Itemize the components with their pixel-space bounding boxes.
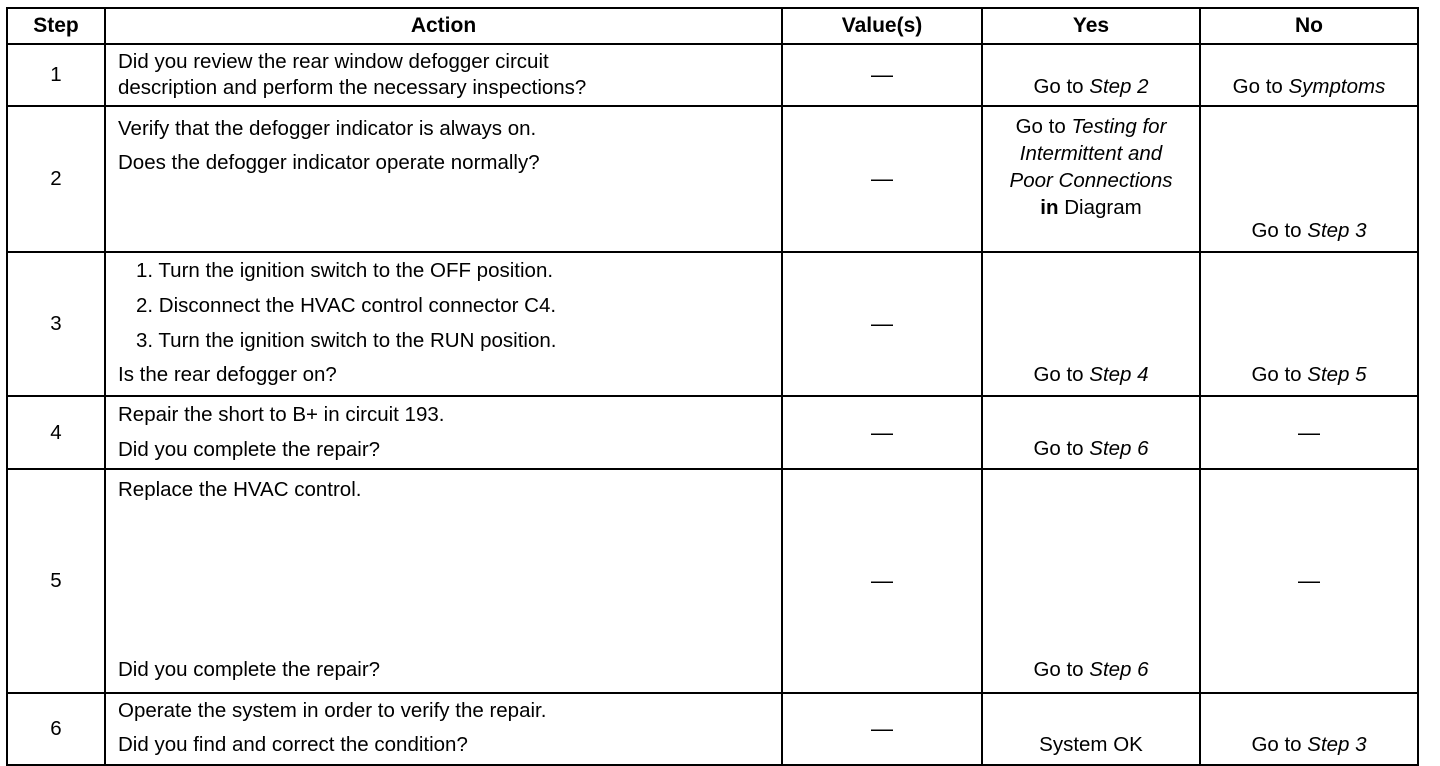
table-row <box>7 106 1418 252</box>
header-step: Step <box>7 8 105 44</box>
yes-goto-line1: Go to Testing for <box>1015 115 1167 138</box>
yes-goto-line4: in Diagram <box>1040 196 1142 219</box>
header-yes: Yes <box>982 8 1200 44</box>
no-goto: Go to Step 3 <box>1251 733 1367 756</box>
diagnostic-table <box>6 7 1419 766</box>
yes-step-link[interactable]: Step 6 <box>1089 658 1149 681</box>
no-step-link[interactable]: Step 3 <box>1307 733 1367 756</box>
no-step-link[interactable]: Step 3 <box>1307 219 1367 242</box>
value-cell: — <box>782 396 982 469</box>
no-cell <box>1200 106 1418 252</box>
yes-goto-line3: Poor Connections <box>1009 169 1173 192</box>
yes-cell <box>982 252 1200 396</box>
testing-link[interactable]: Testing for <box>1071 115 1167 138</box>
no-goto: Go to Symptoms <box>1232 75 1386 98</box>
no-cell <box>1200 693 1418 765</box>
step-number: 3 <box>7 252 105 396</box>
header-values: Value(s) <box>782 8 982 44</box>
action-line: Did you find and correct the condition? <box>118 733 468 756</box>
yes-cell <box>982 44 1200 106</box>
action-cell <box>105 396 782 469</box>
no-cell: — <box>1200 396 1418 469</box>
action-cell <box>105 252 782 396</box>
no-cell: — <box>1200 469 1418 693</box>
action-line: Repair the short to B+ in circuit 193. <box>118 403 445 426</box>
no-step-link[interactable]: Step 5 <box>1307 363 1367 386</box>
action-line: Did you review the rear window defogger circuit <box>118 50 549 73</box>
step-number: 2 <box>7 106 105 252</box>
yes-goto: Go to Step 4 <box>1033 363 1149 386</box>
table-row <box>7 693 1418 765</box>
header-action: Action <box>105 8 782 44</box>
value-cell: — <box>782 252 982 396</box>
no-cell <box>1200 252 1418 396</box>
yes-cell <box>982 469 1200 693</box>
table-row <box>7 469 1418 693</box>
action-line: Does the defogger indicator operate normally? <box>118 151 540 174</box>
table-row <box>7 44 1418 106</box>
action-line: 2. Disconnect the HVAC control connector C4. <box>136 294 557 317</box>
step-number: 5 <box>7 469 105 693</box>
action-line: description and perform the necessary inspections? <box>118 76 587 99</box>
yes-goto: Go to Step 2 <box>1033 75 1149 98</box>
value-cell: — <box>782 693 982 765</box>
action-line: Is the rear defogger on? <box>118 363 337 386</box>
action-line: 3. Turn the ignition switch to the RUN position. <box>136 329 557 352</box>
yes-step-link[interactable]: Step 6 <box>1089 437 1149 460</box>
table-row <box>7 252 1418 396</box>
yes-step-link[interactable]: Step 4 <box>1089 363 1149 386</box>
action-line: Replace the HVAC control. <box>118 478 362 501</box>
table-row <box>7 396 1418 469</box>
yes-system-ok: System OK <box>1039 733 1143 756</box>
yes-step-link[interactable]: Step 2 <box>1089 75 1149 98</box>
value-cell: — <box>782 106 982 252</box>
action-cell <box>105 693 782 765</box>
yes-goto: Go to Step 6 <box>1033 437 1149 460</box>
value-cell: — <box>782 469 982 693</box>
action-line: Did you complete the repair? <box>118 438 381 461</box>
value-cell: — <box>782 44 982 106</box>
header-row <box>7 8 1418 44</box>
step-number: 1 <box>7 44 105 106</box>
action-line: Did you complete the repair? <box>118 658 381 681</box>
step-number: 6 <box>7 693 105 765</box>
step-number: 4 <box>7 396 105 469</box>
action-line: 1. Turn the ignition switch to the OFF position. <box>136 259 554 282</box>
no-goto: Go to Step 5 <box>1251 363 1367 386</box>
yes-cell <box>982 106 1200 252</box>
no-symptoms-link[interactable]: Symptoms <box>1288 75 1386 98</box>
yes-goto-line2: Intermittent and <box>1019 142 1163 165</box>
yes-cell <box>982 693 1200 765</box>
action-cell <box>105 44 782 106</box>
header-no: No <box>1200 8 1418 44</box>
no-goto: Go to Step 3 <box>1251 219 1367 242</box>
action-line: Verify that the defogger indicator is always on. <box>118 117 537 140</box>
no-cell <box>1200 44 1418 106</box>
yes-goto: Go to Step 6 <box>1033 658 1149 681</box>
action-cell <box>105 106 782 252</box>
action-line: Operate the system in order to verify the repair. <box>118 699 547 722</box>
yes-cell <box>982 396 1200 469</box>
action-cell <box>105 469 782 693</box>
